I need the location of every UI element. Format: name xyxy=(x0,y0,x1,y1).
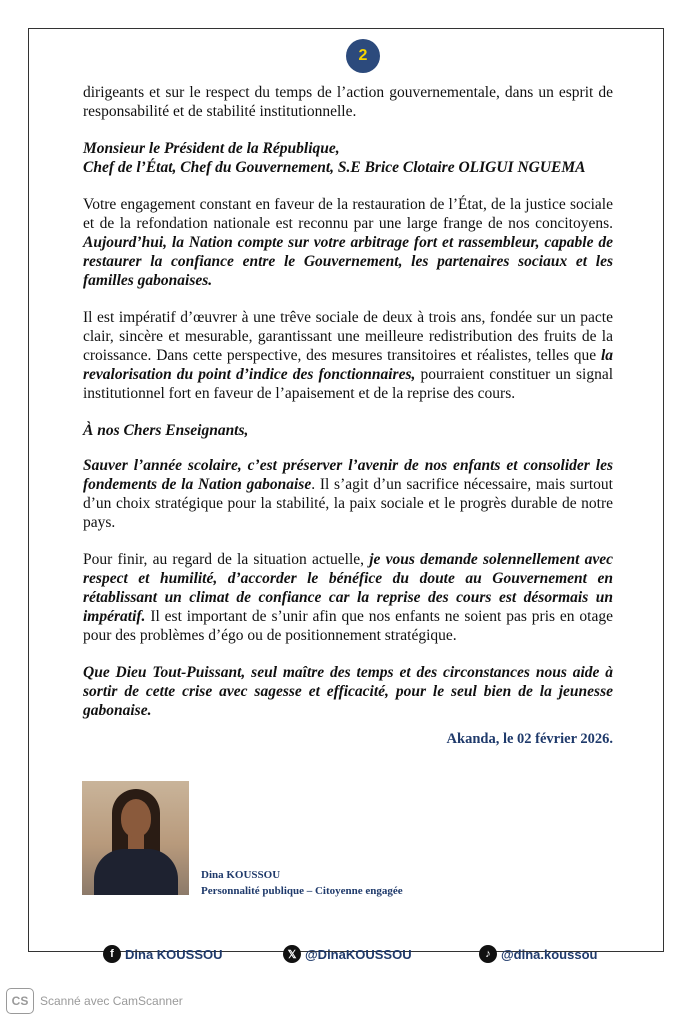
paragraph-3-emphasis: la revalorisation du point d’indice des fonctionnaires, xyxy=(83,347,613,383)
social-facebook-label: Dina KOUSSOU xyxy=(125,946,223,962)
social-tiktok[interactable] xyxy=(479,945,597,963)
social-x-label: @DinaKOUSSOU xyxy=(305,946,412,962)
social-links xyxy=(29,945,665,975)
scanner-text: Scanné avec CamScanner xyxy=(40,994,183,1008)
salutation-teachers: À nos Chers Enseignants, xyxy=(83,422,249,439)
author-photo xyxy=(82,781,189,895)
social-tiktok-label: @dina.koussou xyxy=(501,946,598,962)
signature-name: Dina KOUSSOU xyxy=(201,869,281,881)
paragraph-3-text-b: pourraient constituer un signal institutionnel fort en faveur de l’apaisement et de la reprise des cours. xyxy=(83,366,614,402)
closing-prayer: Que Dieu Tout-Puissant, seul maître des temps et des circonstances nous aide à sortir de cette crise avec sagesse et efficacité, pour le seul bien de la jeunesse gabonaise. xyxy=(83,664,613,719)
signature-block xyxy=(201,867,403,899)
paragraph-5-text-a: Pour finir, au regard de la situation actuelle, xyxy=(83,551,370,568)
date-line: Akanda, le 02 février 2026. xyxy=(446,731,613,747)
paragraph-1: dirigeants et sur le respect du temps de l’action gouvernementale, dans un esprit de responsabilité et de stabilité institutionnelle. xyxy=(83,84,613,120)
paragraph-3-text-a: Il est impératif d’œuvrer à une trêve sociale de deux à trois ans, fondée sur un pacte clair, sincère et mesurable, garantissant une meilleure redistribution des fruits de la croissance. Dans cette perspective, des mesures transitoires et réalistes, telles que xyxy=(83,309,613,364)
x-icon: 𝕏 xyxy=(283,945,301,963)
social-facebook[interactable] xyxy=(103,945,223,963)
camscanner-logo-icon: CS xyxy=(6,988,34,1014)
paragraph-2-text: Votre engagement constant en faveur de la restauration de l’État, de la justice sociale et de la refondation nationale est reconnu par une large frange de nos concitoyens. xyxy=(83,196,613,232)
facebook-icon: f xyxy=(103,945,121,963)
letter-body xyxy=(83,83,613,749)
salutation-president-line2: Chef de l’État, Chef du Gouvernement, S.E Brice Clotaire OLIGUI NGUEMA xyxy=(83,159,586,176)
paragraph-5 xyxy=(83,550,613,645)
signature-title: Personnalité publique – Citoyenne engagée xyxy=(201,885,403,897)
paragraph-4-emphasis: Sauver l’année scolaire, c’est préserver l’avenir de nos enfants et consolider les fondements de la Nation gabonaise xyxy=(83,457,613,493)
paragraph-2 xyxy=(83,195,613,290)
paragraph-5-emphasis: je vous demande solennellement avec respect et humilité, d’accorder le bénéfice du doute au Gouvernement en rétablissant un climat de confiance car la reprise des cours est désormais un impératif. xyxy=(83,551,613,625)
paragraph-3 xyxy=(83,308,613,403)
scanner-watermark xyxy=(6,988,183,1014)
page-number-badge: 2 xyxy=(346,39,380,73)
paragraph-2-emphasis: Aujourd’hui, la Nation compte sur votre arbitrage fort et rassembleur, capable de restaurer la confiance entre le Gouvernement, les partenaires sociaux et les familles gabonaises. xyxy=(83,234,613,289)
tiktok-icon: ♪ xyxy=(479,945,497,963)
salutation-president xyxy=(83,139,613,177)
social-x[interactable] xyxy=(283,945,412,963)
paragraph-4-text: . Il s’agit d’un sacrifice nécessaire, mais surtout d’un choix stratégique pour la stabilité, la paix sociale et le progrès durable de notre pays. xyxy=(83,476,613,531)
salutation-president-line1: Monsieur le Président de la République, xyxy=(83,140,340,157)
paragraph-5-text-b: Il est important de s’unir afin que nos enfants ne soient pas pris en otage pour des problèmes d’égo ou de positionnement stratégique. xyxy=(83,608,613,644)
paragraph-4 xyxy=(83,456,613,532)
